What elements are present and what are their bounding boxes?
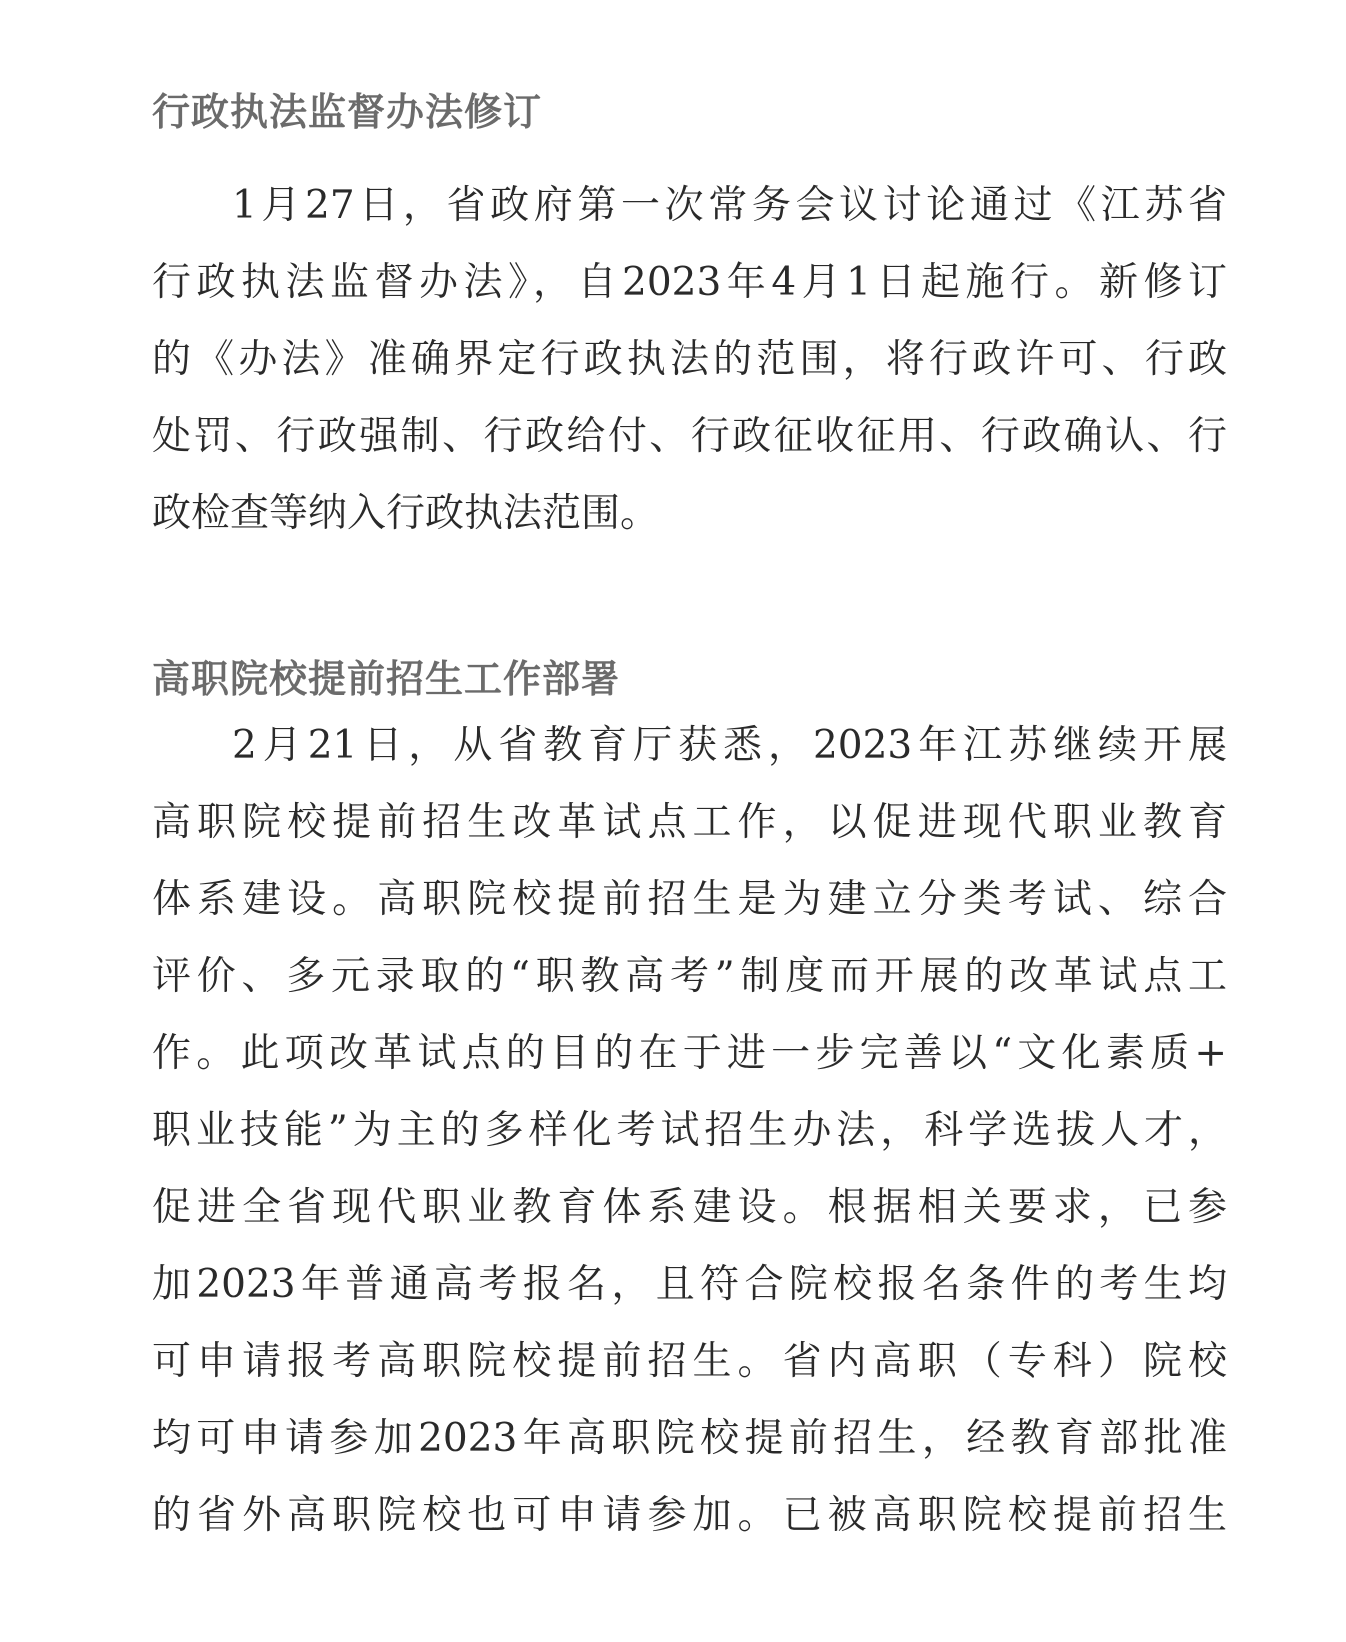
paragraph-line: 政检查等纳入行政执法范围。	[152, 491, 660, 536]
paragraph-line: 高职院校提前招生改革试点工作，以促进现代职业教育	[152, 800, 1227, 845]
paragraph-line: 可申请报考高职院校提前招生。省内高职（专科）院校	[152, 1339, 1227, 1384]
paragraph-line: 作。此项改革试点的目的在于进一步完善以“文化素质+	[152, 1031, 1227, 1076]
paragraph-line: 评价、多元录取的“职教高考”制度而开展的改革试点工	[152, 954, 1227, 999]
paragraph-line: 2月21日，从省教育厅获悉，2023年江苏继续开展	[232, 723, 1227, 768]
paragraph-line: 加2023年普通高考报名，且符合院校报名条件的考生均	[152, 1262, 1227, 1307]
paragraph-line: 体系建设。高职院校提前招生是为建立分类考试、综合	[152, 877, 1227, 922]
paragraph-line: 的省外高职院校也可申请参加。已被高职院校提前招生	[152, 1493, 1227, 1538]
section-heading-enforcement-supervision: 行政执法监督办法修订	[152, 90, 543, 134]
paragraph-line: 的《办法》准确界定行政执法的范围，将行政许可、行政	[152, 337, 1227, 382]
paragraph-line: 职业技能”为主的多样化考试招生办法，科学选拔人才，	[152, 1108, 1227, 1153]
paragraph-line: 均可申请参加2023年高职院校提前招生，经教育部批准	[152, 1416, 1227, 1461]
paragraph-line: 促进全省现代职业教育体系建设。根据相关要求，已参	[152, 1185, 1227, 1230]
paragraph-line: 1月27日，省政府第一次常务会议讨论通过《江苏省	[232, 183, 1227, 228]
section-heading-early-admission: 高职院校提前招生工作部署	[152, 657, 621, 701]
paragraph-line: 处罚、行政强制、行政给付、行政征收征用、行政确认、行	[152, 414, 1227, 459]
paragraph-line: 行政执法监督办法》，自2023年4月1日起施行。新修订	[152, 260, 1227, 305]
